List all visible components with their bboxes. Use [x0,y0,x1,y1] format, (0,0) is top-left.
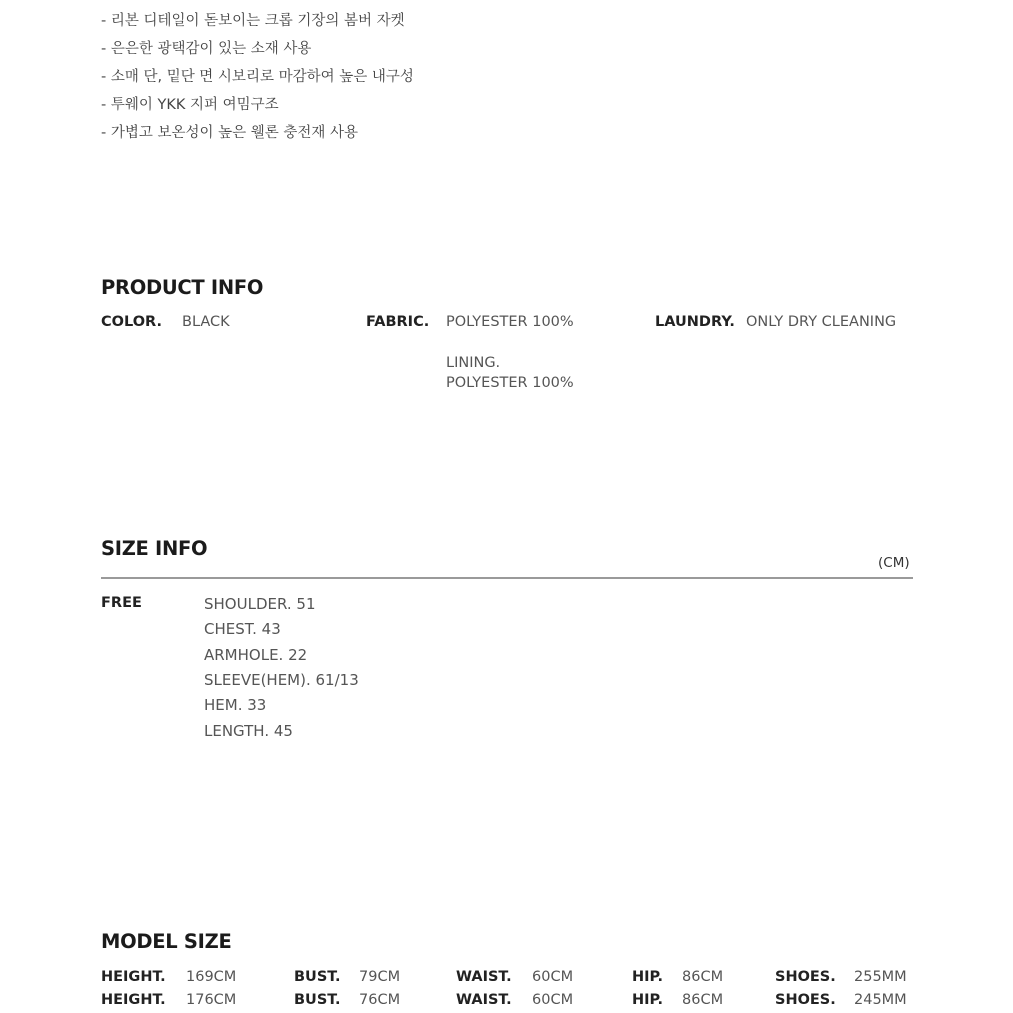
bust-value: 79CM [359,969,401,985]
unit-label: (CM) [878,555,910,571]
bullet-item: - 은은한 광택감이 있는 소재 사용 [101,41,312,57]
measurement-item: LENGTH. 45 [204,722,293,740]
shoes-value: 245MM [854,992,907,1008]
height-value: 176CM [186,992,237,1008]
hip-value: 86CM [682,992,724,1008]
color-label: COLOR. [101,314,162,330]
bullet-item: - 가볍고 보온성이 높은 웰론 충전재 사용 [101,125,358,141]
bullet-item: - 투웨이 YKK 지퍼 여밈구조 [101,97,279,113]
shoes-label: SHOES. [775,992,836,1008]
shoes-value: 255MM [854,969,907,985]
size-info-title: SIZE INFO [101,537,208,560]
height-value: 169CM [186,969,237,985]
hip-label: HIP. [632,992,664,1008]
product-info-title: PRODUCT INFO [101,276,264,299]
lining-label: LINING. [446,355,501,371]
measurement-item: SHOULDER. 51 [204,595,316,613]
waist-label: WAIST. [456,969,512,985]
bust-label: BUST. [294,992,341,1008]
laundry-value: ONLY DRY CLEANING [746,314,897,330]
bullet-item: - 리본 디테일이 돋보이는 크롭 기장의 봄버 자켓 [101,13,405,29]
waist-value: 60CM [532,969,574,985]
shoes-label: SHOES. [775,969,836,985]
hip-label: HIP. [632,969,664,985]
waist-value: 60CM [532,992,574,1008]
height-label: HEIGHT. [101,969,166,985]
color-value: BLACK [182,314,230,330]
bust-value: 76CM [359,992,401,1008]
size-name: FREE [101,595,142,611]
bust-label: BUST. [294,969,341,985]
waist-label: WAIST. [456,992,512,1008]
height-label: HEIGHT. [101,992,166,1008]
fabric-value: POLYESTER 100% [446,314,574,330]
model-size-title: MODEL SIZE [101,930,232,953]
hip-value: 86CM [682,969,724,985]
laundry-label: LAUNDRY. [655,314,735,330]
lining-value: POLYESTER 100% [446,375,574,391]
bullet-item: - 소매 단, 밑단 면 시보리로 마감하여 높은 내구성 [101,69,414,85]
measurement-item: HEM. 33 [204,696,267,714]
measurement-item: SLEEVE(HEM). 61/13 [204,671,359,689]
measurement-item: CHEST. 43 [204,620,281,638]
fabric-label: FABRIC. [366,314,430,330]
measurement-item: ARMHOLE. 22 [204,646,308,664]
divider [101,577,913,579]
